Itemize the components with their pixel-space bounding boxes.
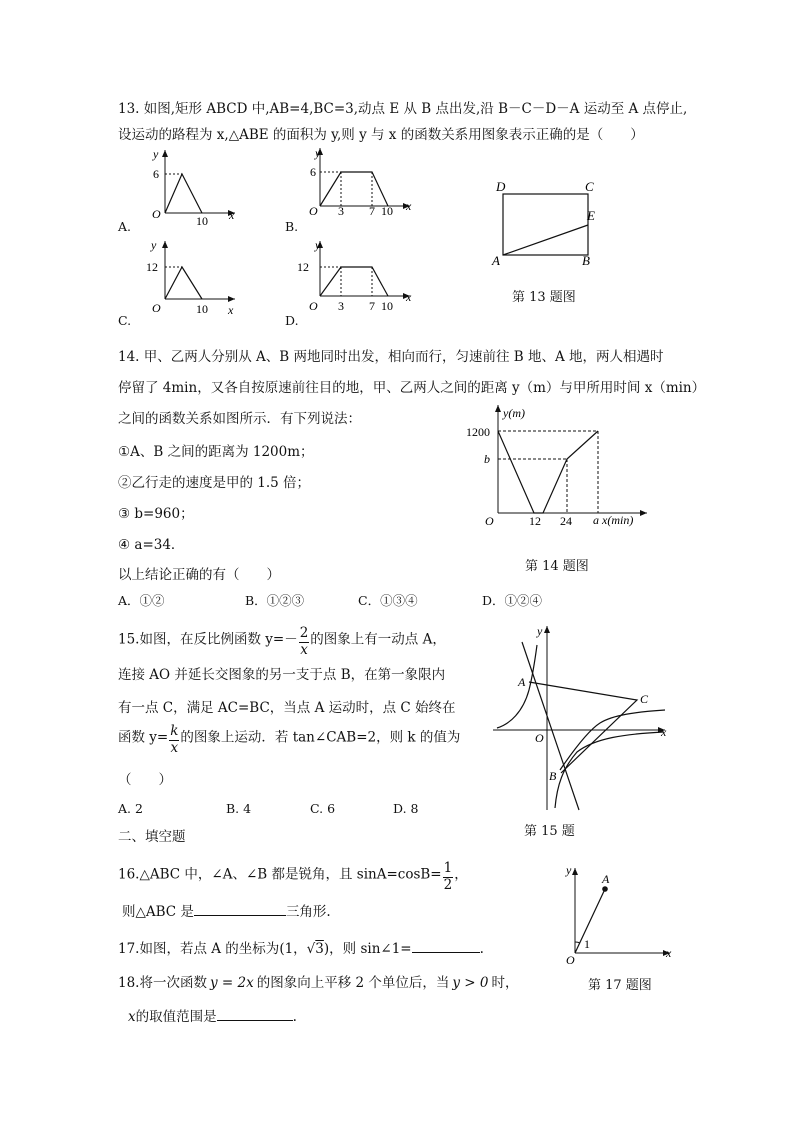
q13-graph-c — [140, 238, 245, 318]
q17-sqrt-value: 3 — [315, 941, 324, 957]
q14-x-12: 12 — [529, 514, 541, 528]
q18-condition: y > 0 — [452, 975, 489, 991]
q15-line2: 连接 AO 并延长交图象的另一支于点 B，在第一象限内 — [118, 667, 446, 683]
q13-graph-a — [140, 145, 245, 228]
q17-line — [118, 937, 484, 957]
q16-fraction — [443, 862, 454, 892]
q13a-origin: O — [152, 207, 161, 221]
q14-graph — [462, 400, 652, 535]
q15-figure-caption: 第 15 题 — [524, 824, 575, 839]
q13-label-a: A — [492, 253, 500, 268]
q16-line2a: 则△ABC 是 — [122, 904, 194, 920]
section-title: 二、填空题 — [118, 829, 186, 845]
q17-figure-caption: 第 17 题图 — [588, 978, 652, 993]
q13b-x-tick-10: 10 — [381, 204, 393, 218]
q13b-origin: O — [309, 204, 318, 218]
q18-line2c: . — [292, 1009, 297, 1025]
q16-answer-blank[interactable] — [194, 901, 286, 916]
q18-line1 — [118, 971, 519, 991]
q13b-x-tick-3: 3 — [338, 204, 344, 218]
q15-line3: 有一点 C，满足 AC=BC，当点 A 运动时，点 C 始终在 — [118, 700, 456, 716]
q17-label-a: A — [602, 872, 610, 886]
q13d-y-label: y — [315, 238, 321, 252]
q13d-x-tick-7: 7 — [369, 299, 375, 313]
q15-label-b: B — [549, 769, 557, 783]
q13a-y-tick: 6 — [153, 167, 159, 181]
q18-line1b: 的图象向上平移 2 个单位后，当 — [256, 975, 450, 991]
q15-fraction-2 — [169, 725, 179, 755]
q13c-y-tick: 12 — [146, 260, 158, 274]
q14-line3: 之间的函数关系如图所示．有下列说法： — [118, 411, 361, 427]
q17-origin: O — [566, 953, 575, 967]
q18-variable-x: x — [128, 1009, 136, 1025]
q13b-x-label: x — [406, 199, 412, 213]
q15-label-c: C — [640, 692, 649, 706]
q16-line2 — [122, 900, 331, 920]
q14-statement-1: ①A、B 之间的距离为 1200m； — [118, 444, 314, 460]
q15-line4a: 函数 y= — [118, 729, 169, 746]
q14-choice-c: C．①③④ — [358, 593, 418, 608]
q13b-x-tick-7: 7 — [369, 204, 375, 218]
q15-line1a: 15.如图，在反比例函数 y=－ — [118, 631, 298, 648]
q16-frac-num: 1 — [443, 860, 453, 876]
q14-statement-2: ②乙行走的速度是甲的 1.5 倍； — [118, 475, 311, 491]
q18-expression: y = 2x — [209, 975, 254, 991]
q14-choice-b: B．①②③ — [245, 593, 305, 608]
q17-coord: (1， — [279, 941, 307, 957]
q14-choice-d: D．①②④ — [482, 593, 543, 608]
q14-x-axis-label: x(min) — [602, 513, 634, 527]
q13-label-d: D — [496, 179, 506, 194]
q18-line1a: 18.将一次函数 — [118, 975, 207, 991]
q13-label-e: E — [587, 208, 595, 223]
q13b-y-tick: 6 — [310, 165, 316, 179]
q13d-x-tick-3: 3 — [338, 299, 344, 313]
q18-line2b: 的取值范围是 — [135, 1009, 217, 1025]
q15-frac2-den: x — [170, 739, 179, 756]
q17-line1a: 17.如图，若点 A 的坐标为 — [118, 941, 280, 957]
q14-choice-a: A．①② — [118, 593, 165, 608]
q13d-y-tick: 12 — [297, 260, 309, 274]
q13-option-c: C. — [118, 313, 132, 328]
q15-y-label: y — [537, 624, 543, 638]
q16-line2b: 三角形. — [285, 904, 331, 920]
q17-coord-end: ) — [323, 941, 330, 957]
q15-line5: （ ） — [118, 772, 172, 788]
q15-line4 — [118, 725, 460, 755]
q18-line1c: 时， — [491, 975, 519, 991]
q15-line1b: 的图象上有一动点 A， — [310, 631, 446, 648]
q13b-y-label: y — [315, 146, 321, 160]
q15-frac1-num: 2 — [299, 625, 309, 641]
q16-line1b: ， — [454, 866, 468, 883]
q13-option-b: B. — [285, 219, 299, 234]
q13-rectangle-figure — [485, 178, 605, 273]
q13-line1: 13. 如图,矩形 ABCD 中,AB=4,BC=3,动点 E 从 B 点出发,沿 B－C－D－A 运动至 A 点停止, — [118, 101, 688, 117]
q13-line2: 设运动的路程为 x,△ABE 的面积为 y,则 y 与 x 的函数关系用图象表示正确的是（ ） — [118, 127, 644, 143]
q13a-x-tick: 10 — [196, 214, 208, 228]
q13-option-a: A. — [118, 219, 132, 234]
q15-label-o: O — [535, 731, 544, 745]
q13d-x-label: x — [406, 290, 412, 304]
q15-fraction-1 — [299, 627, 310, 657]
q17-y-label: y — [566, 863, 572, 877]
q13c-origin: O — [152, 301, 161, 315]
q16-line1 — [118, 862, 468, 892]
q17-answer-blank[interactable] — [412, 938, 480, 953]
q14-line2: 停留了 4min，又各自按原速前往目的地，甲、乙两人之间的距离 y（m）与甲所用时间 x（min） — [118, 380, 706, 396]
q13a-x-label: x — [229, 208, 235, 222]
q15-graph — [485, 620, 675, 815]
q17-sqrt-sign: √ — [306, 941, 316, 957]
q16-frac-den: 2 — [443, 876, 453, 893]
q13-option-d: D. — [285, 313, 299, 328]
q14-y-1200: 1200 — [466, 425, 490, 439]
q14-question: 以上结论正确的有（ ） — [118, 567, 280, 583]
q13-figure-caption: 第 13 题图 — [512, 290, 576, 305]
q15-line1 — [118, 627, 446, 657]
q15-choice-d: D. 8 — [393, 801, 419, 816]
q18-line2 — [128, 1005, 297, 1025]
q15-choice-c: C. 6 — [310, 801, 336, 816]
q13c-y-label: y — [151, 238, 157, 252]
q15-line4b: 的图象上运动．若 tan∠CAB=2，则 k 的值为 — [180, 729, 461, 746]
q14-figure-caption: 第 14 题图 — [525, 559, 589, 574]
q15-x-label: x — [661, 725, 667, 739]
q13d-origin: O — [309, 299, 318, 313]
q14-x-24: 24 — [560, 514, 572, 528]
q14-y-axis-label: y(m) — [503, 406, 525, 420]
q18-answer-blank[interactable] — [217, 1006, 293, 1021]
q17-graph — [548, 858, 678, 968]
q17-line1c: . — [479, 941, 484, 957]
q13c-x-label: x — [228, 303, 234, 317]
q13d-x-tick-10: 10 — [381, 299, 393, 313]
q13-label-b: B — [582, 253, 590, 268]
q14-y-b: b — [484, 452, 490, 466]
q16-line1a: 16.△ABC 中，∠A、∠B 都是锐角，且 sinA=cosB= — [118, 866, 442, 883]
q14-statement-4: ④ a=34． — [118, 537, 185, 553]
q15-choice-b: B. 4 — [226, 801, 252, 816]
q13-graph-b — [295, 145, 415, 225]
q13-graph-d — [295, 238, 415, 318]
q14-origin: O — [485, 514, 494, 528]
q14-x-a: a — [593, 513, 599, 527]
q17-line1b: ，则 sin∠1= — [329, 941, 412, 957]
q15-choice-a: A. 2 — [118, 801, 143, 816]
q14-line1: 14. 甲、乙两人分别从 A、B 两地同时出发，相向而行，匀速前往 B 地、A 地，两人相遇时 — [118, 349, 664, 365]
q14-statement-3: ③ b=960； — [118, 506, 194, 522]
q15-frac2-num: k — [170, 723, 179, 739]
q13-label-c: C — [585, 179, 594, 194]
q15-frac1-den: x — [300, 641, 308, 658]
q13c-x-tick: 10 — [196, 302, 208, 316]
q17-x-label: x — [666, 946, 672, 960]
q13a-y-label: y — [153, 147, 159, 161]
q15-label-a: A — [518, 675, 526, 689]
q17-angle-label: 1 — [584, 937, 590, 951]
